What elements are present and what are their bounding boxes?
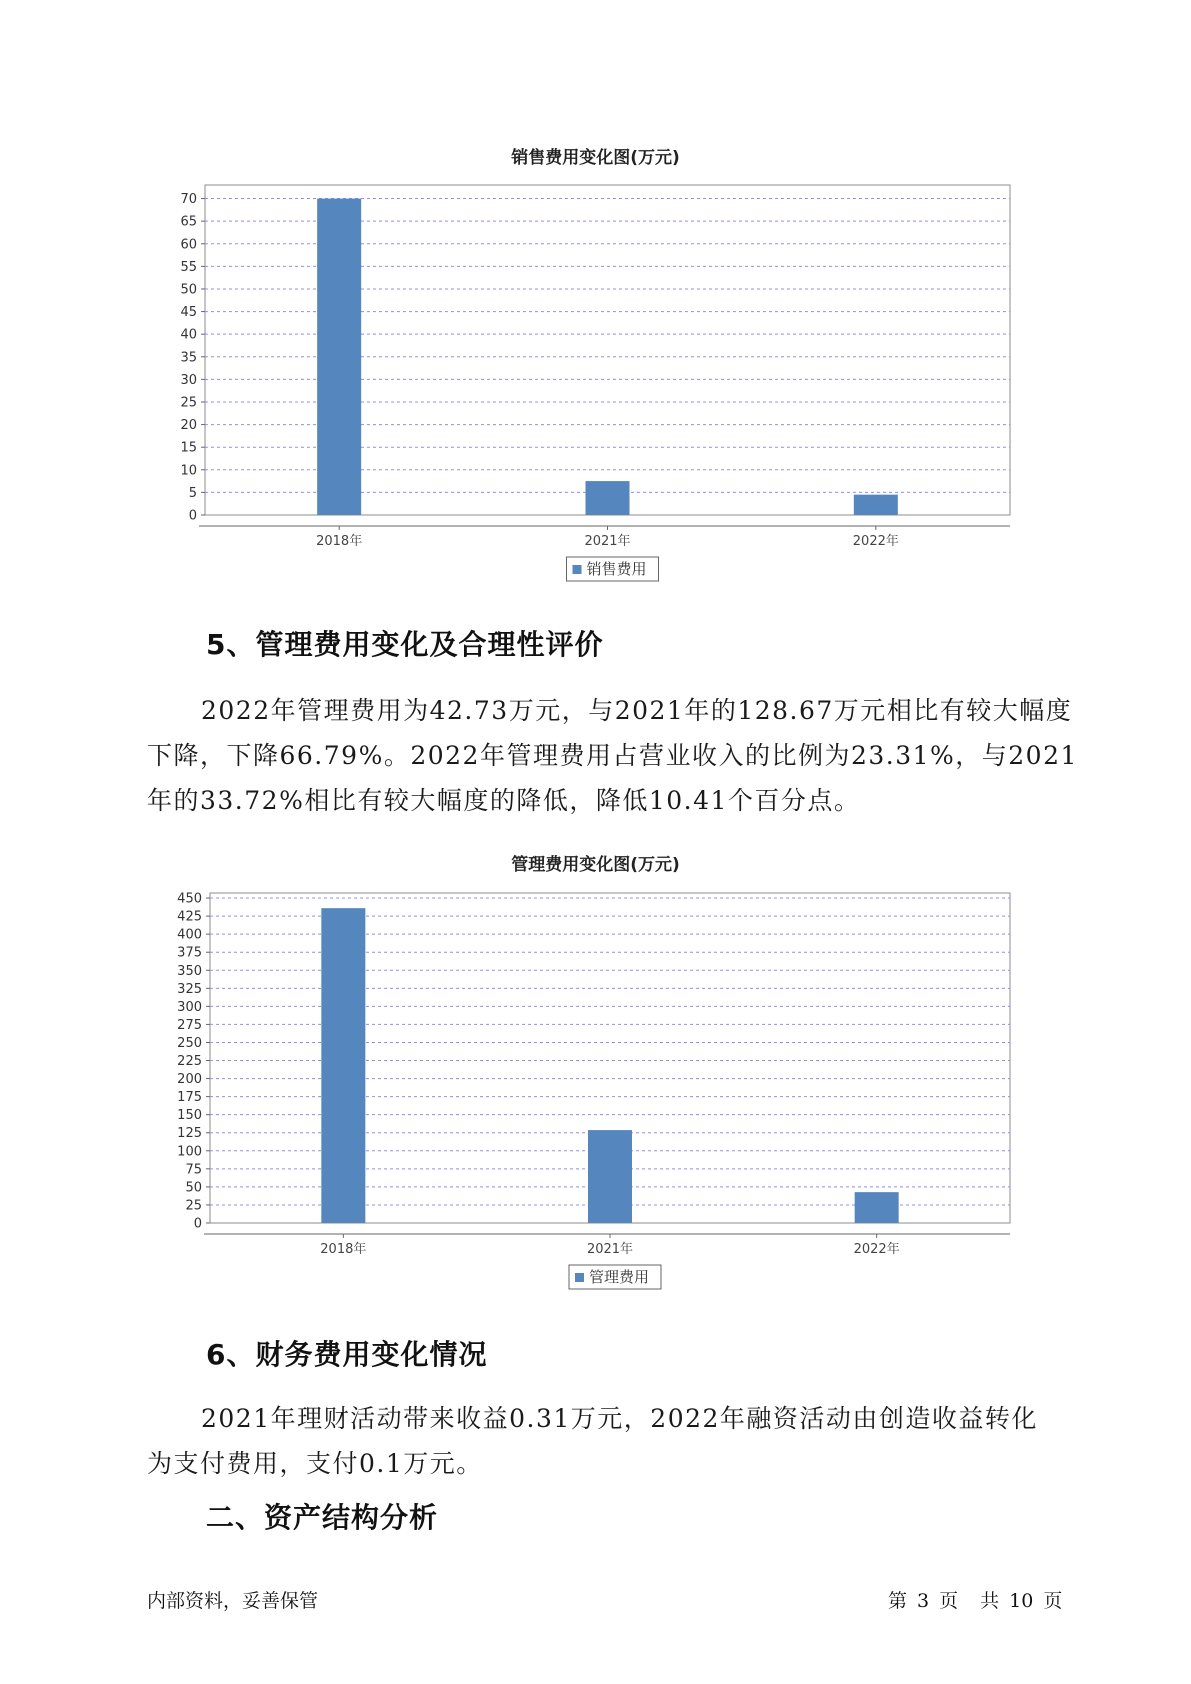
section5-heading: 5、管理费用变化及合理性评价 bbox=[206, 628, 604, 661]
footer-page-info bbox=[888, 1586, 1072, 1613]
y-tick-label: 15 bbox=[180, 440, 197, 456]
section6-paragraph bbox=[147, 1396, 1047, 1486]
y-tick-label: 30 bbox=[180, 372, 197, 388]
y-tick-label: 175 bbox=[177, 1090, 202, 1106]
y-tick-label: 375 bbox=[177, 945, 202, 961]
total-unit: 页 bbox=[1043, 1590, 1063, 1612]
asset-structure-heading: 二、资产结构分析 bbox=[206, 1501, 439, 1534]
y-tick-label: 0 bbox=[188, 508, 197, 524]
section6-heading: 6、财务费用变化情况 bbox=[206, 1338, 488, 1371]
y-tick-label: 45 bbox=[180, 305, 197, 321]
sales-expense-chart-title: 销售费用变化图(万元) bbox=[511, 148, 680, 168]
y-tick-label: 70 bbox=[180, 192, 197, 208]
y-tick-label: 250 bbox=[177, 1035, 202, 1051]
y-tick-label: 50 bbox=[180, 282, 197, 298]
bar-2018年 bbox=[321, 908, 365, 1223]
y-tick-label: 40 bbox=[180, 327, 197, 343]
y-tick-label: 400 bbox=[177, 927, 202, 943]
footer-confidential-note: 内部资料，妥善保管 bbox=[147, 1590, 319, 1612]
y-tick-label: 75 bbox=[185, 1162, 202, 1178]
section5-line-1: 2022年管理费用为42.73万元，与2021年的128.67万元相比有较大幅度 bbox=[201, 696, 1073, 725]
y-tick-label: 60 bbox=[180, 237, 197, 253]
y-tick-label: 325 bbox=[177, 981, 202, 997]
legend-swatch bbox=[575, 1273, 584, 1282]
y-tick-label: 5 bbox=[188, 485, 197, 501]
y-tick-label: 10 bbox=[180, 463, 197, 479]
page-unit: 页 bbox=[939, 1590, 959, 1612]
y-tick-label: 350 bbox=[177, 963, 202, 979]
y-tick-label: 425 bbox=[177, 909, 202, 925]
y-tick-label: 275 bbox=[177, 1017, 202, 1033]
x-tick-label: 2022年 bbox=[853, 1242, 900, 1257]
y-tick-label: 300 bbox=[177, 999, 202, 1015]
legend-label: 销售费用 bbox=[586, 560, 647, 578]
y-tick-label: 20 bbox=[180, 418, 197, 434]
y-tick-label: 150 bbox=[177, 1108, 202, 1124]
page-number: 3 bbox=[917, 1590, 930, 1612]
y-tick-label: 225 bbox=[177, 1054, 202, 1070]
y-tick-label: 25 bbox=[185, 1198, 202, 1214]
y-tick-label: 100 bbox=[177, 1144, 202, 1160]
admin-expense-chart-title: 管理费用变化图(万元) bbox=[511, 855, 680, 875]
y-tick-label: 50 bbox=[185, 1180, 202, 1196]
x-tick-label: 2018年 bbox=[316, 534, 363, 549]
y-tick-label: 0 bbox=[193, 1216, 202, 1232]
section6-line-2: 为支付费用，支付0.1万元。 bbox=[147, 1449, 483, 1478]
y-tick-label: 200 bbox=[177, 1072, 202, 1088]
bar-2022年 bbox=[855, 1192, 899, 1223]
y-tick-label: 25 bbox=[180, 395, 197, 411]
y-tick-label: 35 bbox=[180, 350, 197, 366]
x-tick-label: 2021年 bbox=[584, 534, 631, 549]
section5-line-3: 年的33.72%相比有较大幅度的降低，降低10.41个百分点。 bbox=[147, 786, 861, 815]
page-prefix: 第 bbox=[888, 1590, 908, 1612]
total-prefix: 共 bbox=[980, 1590, 1000, 1612]
y-tick-label: 125 bbox=[177, 1126, 202, 1142]
section6-line-1: 2021年理财活动带来收益0.31万元，2022年融资活动由创造收益转化 bbox=[201, 1404, 1038, 1433]
y-tick-label: 55 bbox=[180, 259, 197, 275]
x-tick-label: 2022年 bbox=[852, 534, 899, 549]
y-tick-label: 65 bbox=[180, 214, 197, 230]
x-tick-label: 2021年 bbox=[586, 1242, 634, 1257]
legend-label: 管理费用 bbox=[589, 1268, 650, 1286]
section5-line-2: 下降，下降66.79%。2022年管理费用占营业收入的比例为23.31%，与2021 bbox=[147, 741, 1078, 770]
y-tick-label: 450 bbox=[177, 891, 202, 907]
bar-2021年 bbox=[588, 1130, 632, 1223]
x-tick-label: 2018年 bbox=[320, 1242, 367, 1257]
total-pages: 10 bbox=[1009, 1590, 1034, 1612]
